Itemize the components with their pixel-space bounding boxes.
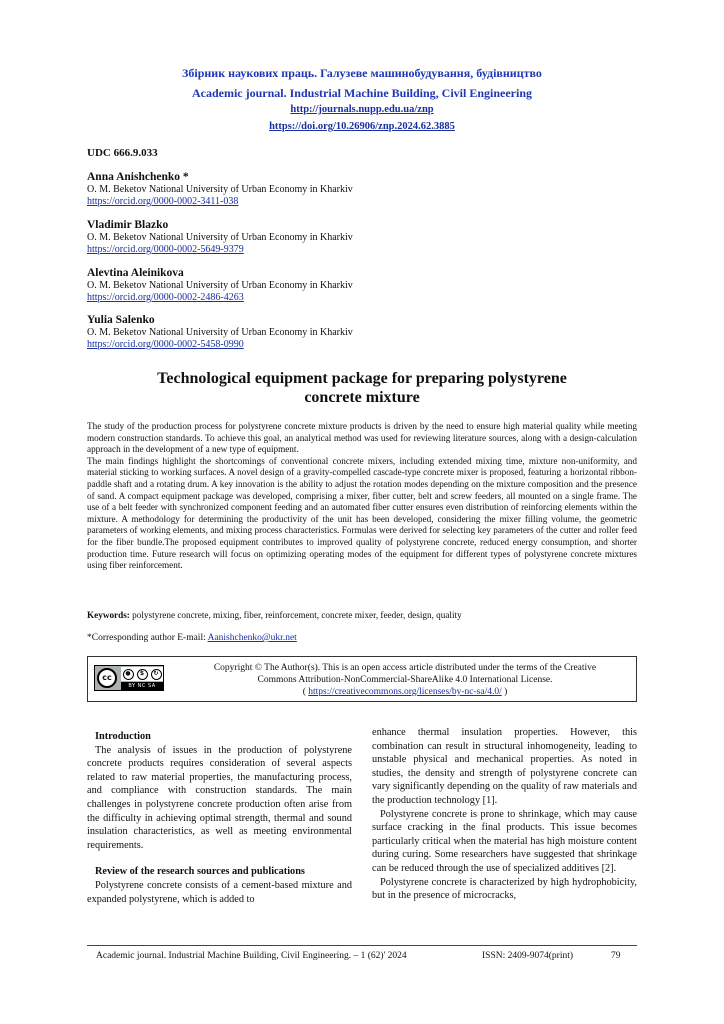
license-text — [180, 662, 630, 698]
abstract-paragraph: The study of the production process for polystyrene concrete mixture products is driven by the need to ensure high material quality while meeting modern construction standards. To achieve this goal, an analytical method was used for reviewing literature sources, along with a design-calculation approach in the development of a new type of equipment. — [87, 421, 637, 455]
corresponding-email-link[interactable]: Aanishchenko@ukr.net — [207, 633, 297, 643]
author-orcid-link[interactable]: https://orcid.org/0000-0002-3411-038 — [87, 196, 239, 207]
body-paragraph: Polystyrene concrete is characterized by high hydrophobicity, but in the presence of microcracks, — [372, 876, 637, 902]
body-paragraph: Polystyrene concrete consists of a cement-based mixture and expanded polystyrene, which is added to — [87, 879, 352, 905]
author-affiliation: O. M. Beketov National University of Urban Economy in Kharkiv — [87, 280, 353, 291]
page-number: 79 — [611, 951, 621, 961]
paper-title-line: concrete mixture — [304, 389, 420, 406]
keywords-label: Keywords: — [87, 610, 130, 620]
license-line: Copyright © The Author(s). This is an open access article distributed under the terms of the Creative — [213, 663, 597, 673]
journal-url-link[interactable]: http://journals.nupp.edu.ua/znp — [290, 104, 434, 115]
share-alike-icon: ↻ — [151, 669, 162, 680]
footer-issn: ISSN: 2409-9074(print) — [482, 951, 574, 961]
author-orcid-link[interactable]: https://orcid.org/0000-0002-2486-4263 — [87, 292, 244, 303]
license-box — [87, 656, 637, 702]
author-name: Yulia Salenko — [87, 314, 155, 326]
corresponding-label: *Corresponding author E-mail: — [87, 633, 208, 643]
author-name: Anna Anishchenko * — [87, 171, 189, 183]
section-heading-introduction: Introduction — [95, 731, 151, 742]
journal-title-ua: Збірник наукових праць. Галузеве машинобудування, будівництво — [182, 66, 542, 80]
author-block — [87, 218, 353, 256]
section-heading-review: Review of the research sources and publications — [95, 866, 305, 878]
license-line: Commons Attribution-NonCommercial-ShareAlike 4.0 International License. — [257, 675, 553, 685]
author-block — [87, 313, 353, 351]
person-icon: ● — [123, 669, 134, 680]
paper-title-line: Technological equipment package for preparing polystyrene — [157, 370, 567, 387]
license-link[interactable]: https://creativecommons.org/licenses/by-nc-sa/4.0/ — [308, 687, 502, 697]
author-affiliation: O. M. Beketov National University of Urban Economy in Kharkiv — [87, 327, 353, 338]
author-block — [87, 170, 353, 208]
author-orcid-link[interactable]: https://orcid.org/0000-0002-5458-0990 — [87, 339, 244, 350]
author-affiliation: O. M. Beketov National University of Urban Economy in Kharkiv — [87, 184, 353, 195]
body-paragraph: enhance thermal insulation properties. However, this combination can result in structural inhomogeneity, leading to unstable physical and mechanical properties. As noted in studies, the density and strength of polystyrene concrete can vary significantly depending on the quality of raw materials and the production technology [1]. — [372, 727, 637, 806]
cc-icon: cc — [97, 668, 117, 688]
no-dollar-icon: $ — [137, 669, 148, 680]
footer-citation: Academic journal. Industrial Machine Building, Civil Engineering. – 1 (62)' 2024 — [96, 951, 407, 961]
keywords — [87, 610, 637, 620]
license-line: ( https://creativecommons.org/licenses/by-nc-sa/4.0/ ) — [302, 687, 508, 697]
footer-divider — [87, 945, 637, 946]
license-badge-text: BY NC SA — [121, 682, 163, 691]
corresponding-author — [87, 633, 297, 643]
author-orcid-link[interactable]: https://orcid.org/0000-0002-5649-9379 — [87, 244, 244, 255]
keywords-list: polystyrene concrete, mixing, fiber, reinforcement, concrete mixer, feeder, design, quality — [129, 610, 462, 620]
abstract-paragraph: The main findings highlight the shortcomings of conventional concrete mixers, including extended mixing time, mixture non-uniformity, and material sticking to working surfaces. A novel design of a gravity-compelled cascade-type concrete mixer is proposed, featuring a horizontal ribbon-paddle shaft and a rotating drum. A key innovation is the ability to adjust the rotation modes depending on the mixture composition and the presence of sand. A compact equipment package was developed, comprising a mixer, fiber cutter, belt and screw feeders, all mounted on a single frame. The use of a belt feeder with synchronized component feeding and an automated fiber cutter ensures even distribution of reinforcing elements within the mixture. A methodology for determining the productivity of the unit has been developed, considering the mixer filling volume, the geometric parameters of working elements, and mixing process characteristics. Formulas were derived for selecting key parameters of the cutter and roller feed for the fiber bundle.The proposed equipment contributes to improved quality of polystyrene concrete, reduced energy consumption, and shorter production time. Future research will focus on optimizing operating modes of the equipment for different types of polystyrene concrete mixtures using fiber reinforcement. — [87, 455, 637, 571]
body-column-right — [372, 726, 637, 903]
author-name: Vladimir Blazko — [87, 219, 169, 231]
author-affiliation: O. M. Beketov National University of Urban Economy in Kharkiv — [87, 232, 353, 243]
body-paragraph: Polystyrene concrete is prone to shrinkage, which may cause surface cracking in the final products. This issue becomes particularly critical when the material has high moisture content during curing. Some researchers have suggested that shrinkage can be reduced through the use of specialized additives [2]. — [372, 808, 637, 874]
author-block — [87, 266, 353, 304]
author-name: Alevtina Aleinikova — [87, 267, 184, 279]
body-paragraph: The analysis of issues in the production of polystyrene concrete products requires consideration of several aspects related to raw material properties, the manufacturing process, and compliance with construction standards. The main challenges in polystyrene concrete production often arise from the difficulty in achieving optimal strength, thermal and sound insulation characteristics, as well as meeting environmental requirements. — [87, 744, 352, 851]
udc-code: UDC 666.9.033 — [87, 147, 158, 159]
abstract — [87, 421, 637, 572]
paper-title — [87, 369, 637, 407]
doi-link[interactable]: https://doi.org/10.26906/znp.2024.62.3885 — [269, 121, 455, 132]
journal-title-en: Academic journal. Industrial Machine Building, Civil Engineering — [191, 86, 533, 100]
cc-by-nc-sa-logo[interactable] — [94, 665, 164, 691]
body-column-left — [87, 730, 352, 906]
